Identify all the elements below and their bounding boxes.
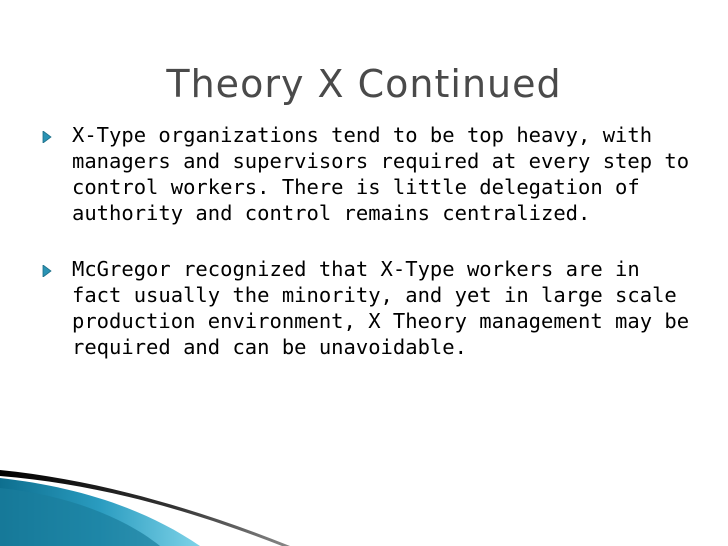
bullet-text: X-Type organizations tend to be top heavy, with managers and supervisors required at every step to control workers. There is little delegation of authority and control remains centralized. (72, 123, 690, 225)
bullet-item (42, 122, 692, 226)
bullet-list (42, 122, 692, 390)
triangle-bullet-icon (42, 122, 72, 152)
slide-title: Theory X Continued (166, 62, 562, 106)
triangle-bullet-icon (42, 256, 72, 286)
bullet-item (42, 256, 692, 360)
bullet-text: McGregor recognized that X-Type workers are in fact usually the minority, and yet in large scale production environment, X Theory management may be required and can be unavoidable. (72, 257, 690, 359)
